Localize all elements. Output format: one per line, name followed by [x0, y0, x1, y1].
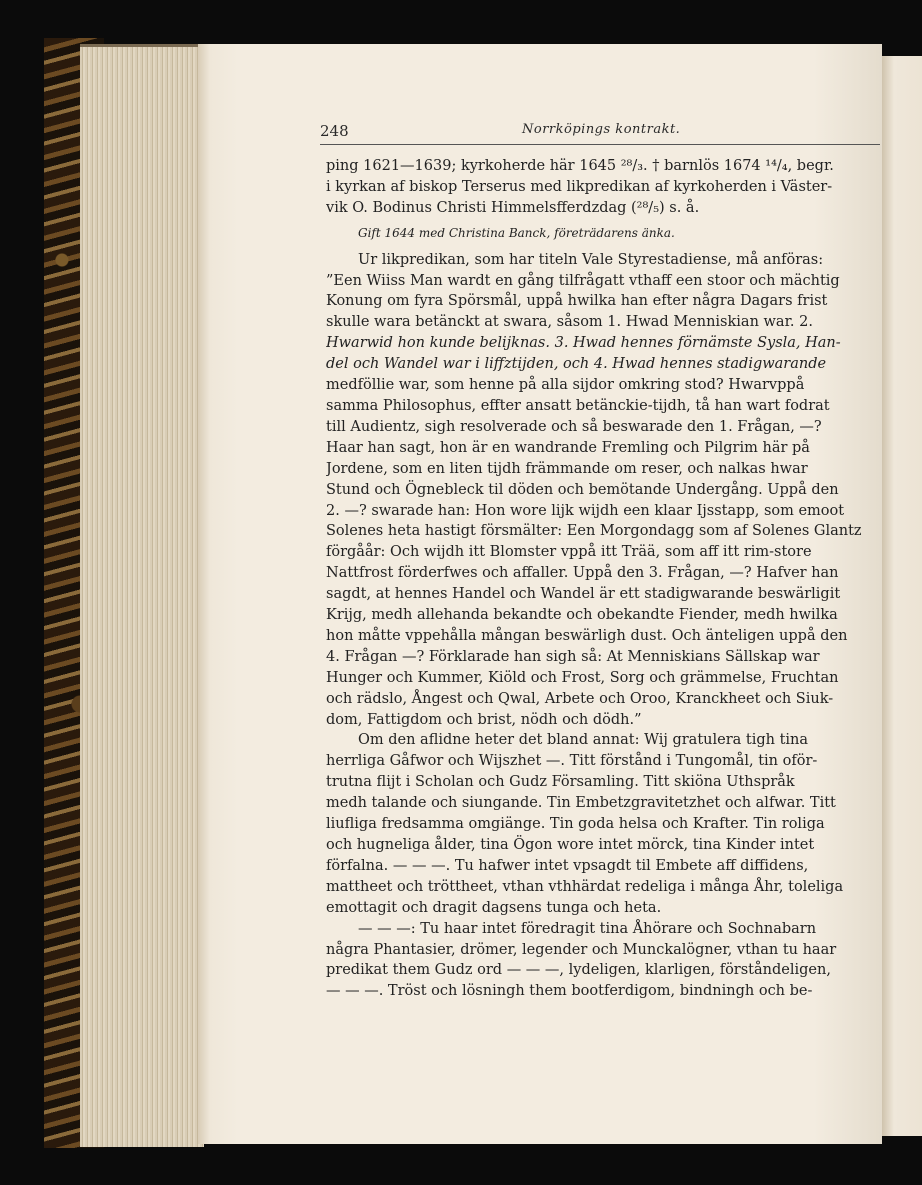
text-line: trutna flijt i Scholan och Gudz Församling. Titt skiöna Uthspråk — [326, 774, 795, 791]
text-line: Om den aflidne heter det bland annat: Wij gratulera tigh tina — [358, 732, 809, 749]
body-text — [326, 156, 866, 1002]
text-line: vik O. Bodinus Christi Himmelsfferdzdag (²⁸/₅) s. å. — [326, 199, 700, 216]
text-line: och hugneliga ålder, tina Ögon wore intet mörck, tina Kinder intet — [326, 837, 815, 853]
text-line: ”Een Wiiss Man wardt en gång tilfrågatt vthaff een stoor och mächtig — [326, 272, 840, 289]
text-line: till Audientz, sigh resolverade och så beswarade den 1. Frågan, —? — [326, 418, 822, 435]
text-line: Hunger och Kummer, Kiöld och Frost, Sorg och grämmelse, Fruchtan — [326, 669, 839, 686]
text-line: sagdt, at hennes Handel och Wandel är ett stadigwarande beswärligit — [326, 586, 841, 603]
text-line: Ur likpredikan, som har titeln Vale Styrestadiense, må anföras: — [358, 251, 824, 268]
text-line: del och Wandel war i liffztijden, och 4. Hwad hennes stadigwarande — [326, 356, 827, 373]
text-line: — — —. Tröst och lösningh them bootferdigom, bindningh och be- — [326, 983, 813, 1000]
text-line: några Phantasier, drömer, legender och Munckalögner, vthan tu haar — [326, 941, 837, 958]
text-line: i kyrkan af biskop Terserus med likpredikan af kyrkoherden i Väster- — [326, 178, 833, 195]
text-line: dom, Fattigdom och brist, nödh och dödh.” — [326, 711, 642, 728]
text-line: predikat them Gudz ord — — —, lydeligen, klarligen, förståndeligen, — [326, 962, 831, 979]
text-line: 4. Frågan —? Förklarade han sigh så: At Menniskians Sällskap war — [326, 648, 820, 665]
text-line: Jordene, som en liten tijdh främmande om reser, och nalkas hwar — [326, 460, 808, 477]
text-line: ping 1621—1639; kyrkoherde här 1645 ²⁸/₃. † barnlös 1674 ¹⁴/₄, begr. — [326, 158, 834, 174]
text-line: Nattfrost förderfwes och affaller. Uppå den 3. Frågan, —? Hafver han — [326, 565, 839, 582]
page-header — [320, 122, 880, 145]
text-line: 2. —? swarade han: Hon wore lijk wijdh een klaar Ijsstapp, som emoot — [326, 502, 845, 519]
text-line: Hwarwid hon kunde belijknas. 3. Hwad hennes förnämste Sysla, Han- — [326, 335, 841, 352]
text-line: medföllie war, som henne på alla sijdor omkring stod? Hwarvppå — [326, 377, 805, 394]
running-title: Norrköpings kontrakt. — [522, 122, 681, 137]
text-line: liufliga fredsamma omgiänge. Tin goda helsa och Krafter. Tin roliga — [326, 816, 825, 833]
page-number: 248 — [320, 122, 349, 140]
text-line: skulle wara betänckt at swara, såsom 1. Hwad Menniskian war. 2. — [326, 314, 813, 331]
text-line: förgåår: Och wijdh itt Blomster vppå itt Trää, som aff itt rim-store — [326, 544, 812, 561]
text-line: och rädslo, Ångest och Qwal, Arbete och Oroo, Kranckheet och Siuk- — [326, 690, 834, 707]
text-line: Solenes heta hastigt försmälter: Een Morgondagg som af Solenes Glantz — [326, 523, 862, 540]
text-line: herrliga Gåfwor och Wijszhet —. Titt förstånd i Tungomål, tin oför- — [326, 753, 818, 770]
text-line: förfalna. — — —. Tu hafwer intet vpsagdt til Embete aff diffidens, — [326, 857, 809, 874]
marriage-note: Gift 1644 med Christina Banck, företrädarens änka. — [358, 225, 675, 240]
text-line: Konung om fyra Spörsmål, uppå hwilka han efter några Dagars frist — [326, 293, 828, 310]
text-line: Haar han sagt, hon är en wandrande Fremling och Pilgrim här på — [326, 439, 810, 456]
text-line: mattheet och tröttheet, vthan vthhärdat redeliga i många Åhr, toleliga — [326, 878, 844, 895]
text-line: Stund och Ögnebleck til döden och bemötande Undergång. Uppå den — [326, 481, 839, 498]
facing-page-edge — [882, 56, 922, 1136]
text-line: samma Philosophus, effter ansatt betänckie-tijdh, tå han wart fodrat — [326, 397, 830, 414]
text-line: emottagit och dragit dagsens tunga och heta. — [326, 899, 662, 916]
page-stack-edges — [80, 44, 204, 1147]
text-line: hon måtte vppehålla mångan beswärligh dust. Och änteligen uppå den — [326, 627, 848, 644]
text-line: — — —: Tu haar intet föredragit tina Åhörare och Sochnabarn — [358, 920, 817, 937]
text-line: medh talande och siungande. Tin Embetzgravitetzhet och alfwar. Titt — [326, 795, 836, 812]
text-line: Krijg, medh allehanda bekandte och obekandte Fiender, medh hwilka — [326, 607, 838, 624]
